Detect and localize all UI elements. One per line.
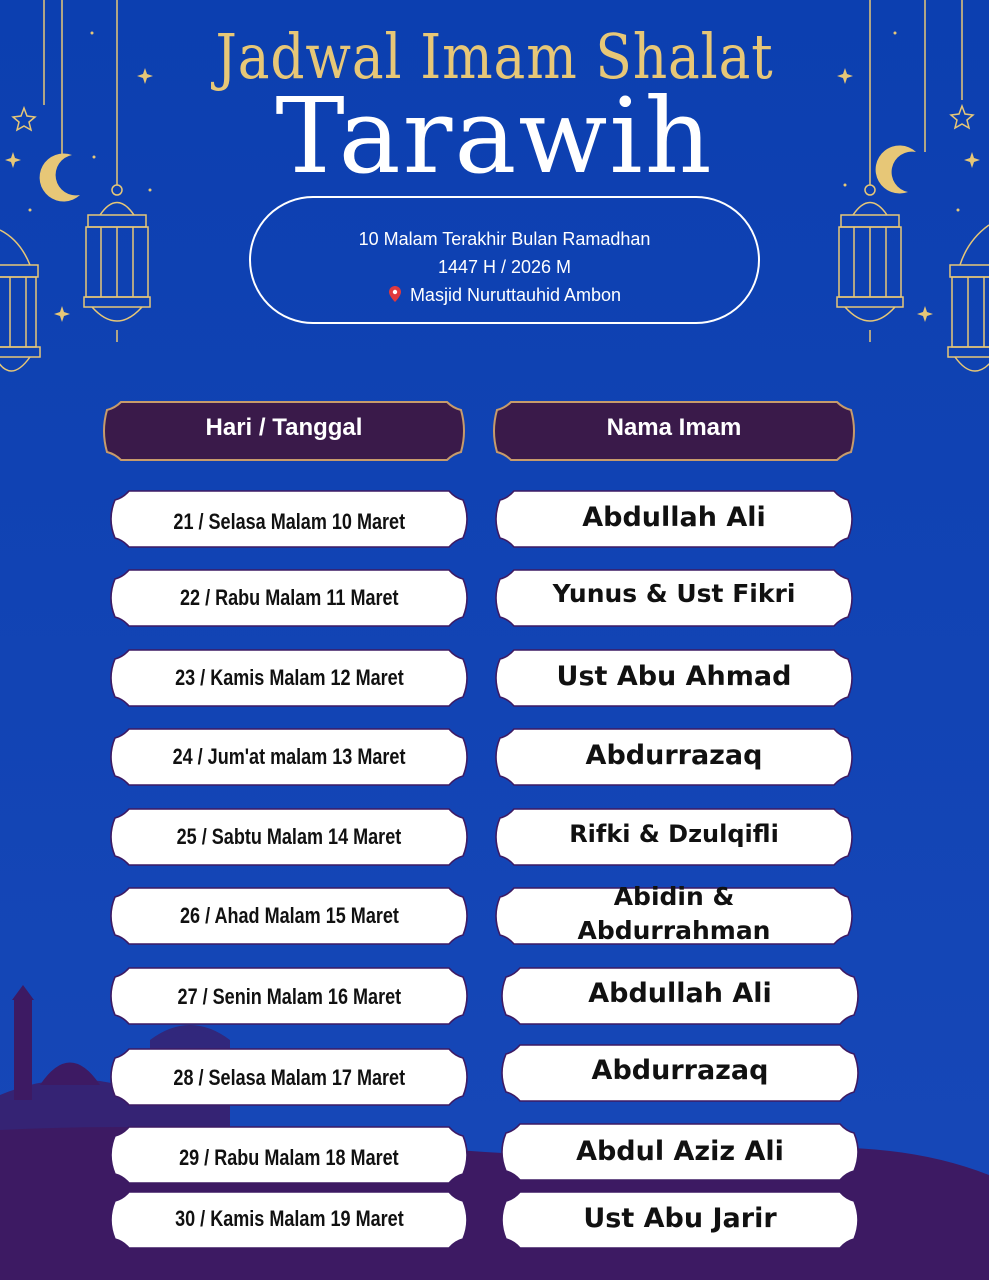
row-date [105,1125,473,1185]
row-date [105,489,473,549]
title-line-2: Tarawih [275,75,714,197]
row-imam-text: Ust Abu Jarir [583,1203,777,1234]
row-imam-text: Yunus & Ust Fikri [552,579,796,608]
row-imam [490,568,858,628]
row-imam [496,1190,864,1250]
row-date-text: 23 / Kamis Malam 12 Maret [174,665,404,690]
row-date [105,1047,473,1107]
row-date-text: 27 / Senin Malam 16 Maret [177,984,401,1009]
header-date-label: Hari / Tanggal [205,414,363,441]
row-imam-text: Abidin & Abdurrahman [577,882,771,945]
location-pin-icon [388,282,402,296]
row-imam [490,727,858,787]
row-imam [490,882,858,946]
row-imam [490,489,858,549]
header-imam [489,400,859,462]
title-line-1: Jadwal Imam Shalat [215,20,774,93]
row-date-text: 24 / Jum'at malam 13 Maret [172,744,406,769]
info-year-text: 1447 H / 2026 M [437,257,572,277]
row-date [105,966,473,1026]
row-date [105,807,473,867]
row-date [105,568,473,628]
row-imam [490,648,858,708]
row-imam [496,1122,864,1182]
row-date-text: 21 / Selasa Malam 10 Maret [173,509,405,534]
row-date [105,727,473,787]
row-imam-text: Abdul Aziz Ali [576,1136,784,1167]
row-imam-text: Abdullah Ali [582,502,766,533]
row-date [105,886,473,946]
row-date-text: 30 / Kamis Malam 19 Maret [174,1206,404,1231]
row-date-text: 28 / Selasa Malam 17 Maret [173,1065,405,1090]
row-date [105,648,473,708]
row-date-text: 22 / Rabu Malam 11 Maret [179,585,399,610]
row-imam [496,1043,864,1103]
row-imam-text: Ust Abu Ahmad [556,661,792,692]
row-imam-text: Rifki & Dzulqifli [569,820,779,848]
info-box [249,196,760,324]
row-imam [490,807,858,867]
row-imam-text: Abdullah Ali [588,978,772,1009]
row-date-text: 25 / Sabtu Malam 14 Maret [176,824,402,849]
row-imam [496,966,864,1026]
row-imam-text: Abdurrazaq [591,1055,769,1086]
info-location-text: Masjid Nuruttauhid Ambon [409,285,622,305]
header-date [99,400,469,462]
row-date [105,1190,473,1250]
row-date-text: 26 / Ahad Malam 15 Maret [179,903,399,928]
info-location [251,281,758,309]
header-imam-label: Nama Imam [606,414,742,441]
row-date-text: 29 / Rabu Malam 18 Maret [179,1145,399,1170]
info-ramadhan-text: 10 Malam Terakhir Bulan Ramadhan [358,229,651,249]
row-imam-text: Abdurrazaq [585,740,763,771]
